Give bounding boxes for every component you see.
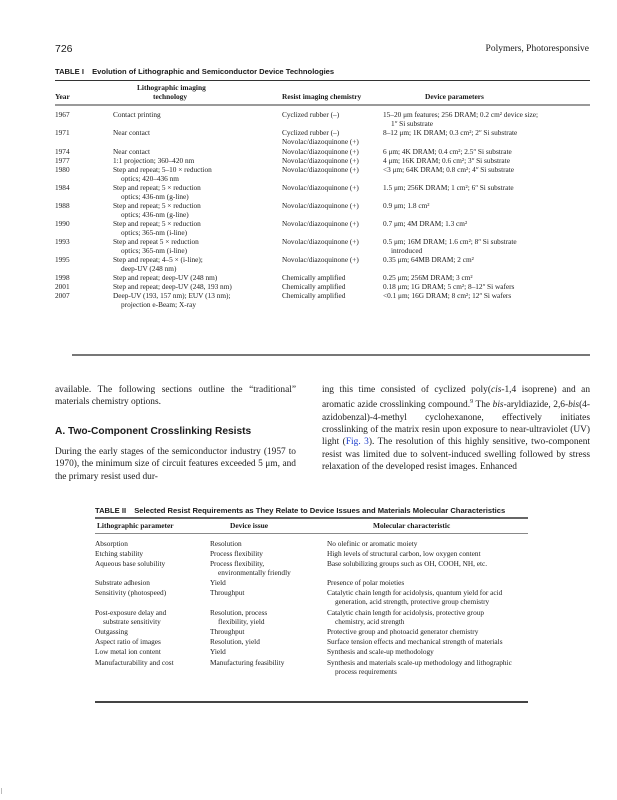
- cell-chemistry: Cyclized rubber (–): [282, 128, 340, 137]
- cell-text-continued: introduced: [391, 246, 423, 255]
- cell-molecular-characteristic: [327, 539, 532, 548]
- table2-header-issue: Device issue: [230, 521, 268, 530]
- cell-text: Step and repeat; 4–5 × (i-line);: [113, 255, 203, 264]
- text-run: (4-azidobenzal)-4-methyl cyclohexanone, effectively initiates crosslinking of the matrix resin upon exposure to near-ultraviolet (UV) light (: [322, 400, 590, 448]
- table2-label: TABLE II: [95, 506, 127, 515]
- cell-year: 1998: [55, 273, 70, 282]
- table2-bottom-rule: [95, 701, 528, 703]
- cell-text: Absorption: [95, 539, 128, 548]
- cell-text: 0.7 μm; 4M DRAM; 1.3 cm²: [383, 219, 468, 228]
- cell-text: Near contact: [113, 128, 151, 137]
- text-italic: bis: [492, 400, 504, 411]
- cell-chemistry: Chemically amplified: [282, 273, 346, 282]
- cell-text: Synthesis and materials scale-up methodology and lithographic: [327, 658, 512, 667]
- cell-chemistry: Novolac/diazoquinone (+): [282, 147, 359, 156]
- cell-text: Manufacturing feasibility: [210, 658, 285, 667]
- cell-text: Step and repeat; 5–10 × reduction: [113, 165, 212, 174]
- cell-text: 15–20 μm features; 256 DRAM; 0.2 cm² device size;: [383, 110, 539, 119]
- table1-top-rule: [55, 80, 590, 81]
- running-head: [55, 43, 589, 57]
- cell-text-continued: optics; 365-nm (i-line): [121, 228, 188, 237]
- cell-molecular-characteristic: [327, 588, 532, 606]
- cell-text: <3 μm; 64K DRAM; 0.8 cm²; 4ʺ Si substrate: [383, 165, 515, 174]
- cell-lithographic-parameter: [95, 549, 210, 558]
- cell-text: Process flexibility,: [210, 559, 265, 568]
- cell-text: Near contact: [113, 147, 151, 156]
- cell-text: 4 μm; 16K DRAM; 0.6 cm²; 3ʺ Si substrate: [383, 156, 510, 165]
- cell-text: Sensitivity (photospeed): [95, 588, 167, 597]
- cell-year: 2001: [55, 282, 70, 291]
- cell-text: Outgassing: [95, 627, 128, 636]
- cell-text: Synthesis and scale-up methodology: [327, 647, 434, 656]
- table2-header-mol: Molecular characteristic: [373, 521, 451, 530]
- cell-molecular-characteristic: [327, 647, 532, 656]
- text-run: ing this time consisted of cyclized poly(: [322, 385, 491, 395]
- cell-device-issue: [210, 647, 325, 656]
- cell-text: 1:1 projection; 360–420 nm: [113, 156, 195, 165]
- running-title: Polymers, Photoresponsive: [485, 44, 589, 54]
- cell-text: Presence of polar moieties: [327, 578, 405, 587]
- cell-text: Step and repeat 5 × reduction: [113, 237, 199, 246]
- cell-chemistry: Novolac/diazoquinone (+): [282, 201, 359, 210]
- cell-text: Base solubilizing groups such as OH, COOH, NH, etc.: [327, 559, 488, 568]
- table1-header-chem: Resist imaging chemistry: [282, 92, 362, 101]
- cell-molecular-characteristic: [327, 627, 532, 636]
- text-italic: bis: [568, 400, 580, 411]
- cell-text-continued: generation, acid strength, protective group chemistry: [335, 597, 490, 606]
- cell-text: Throughput: [210, 588, 245, 597]
- cell-device-parameters: [383, 291, 593, 300]
- cell-lithographic-parameter: [95, 608, 210, 626]
- cell-device-issue: [210, 559, 325, 577]
- cell-text: Catalytic chain length for acidolysis, quantum yield for acid: [327, 588, 503, 597]
- figure-link[interactable]: Fig. 3: [345, 437, 369, 448]
- cell-text: 0.18 μm; 1G DRAM; 5 cm²; 8–12ʺ Si wafers: [383, 282, 515, 291]
- text-run: -1,4 isoprene) and an aromatic azide crosslinking compound.: [322, 385, 591, 411]
- cell-year: 1971: [55, 128, 70, 137]
- cell-text: Aqueous base solubility: [95, 559, 166, 568]
- body-right-para: [322, 384, 590, 473]
- cell-molecular-characteristic: [327, 559, 532, 568]
- table2-header-rule: [95, 533, 528, 534]
- table1-header-dev: Device parameters: [425, 92, 484, 101]
- cell-text: Step and repeat; deep-UV (248, 193 nm): [113, 282, 232, 291]
- cell-text: Deep-UV (193, 157 nm); EUV (13 nm);: [113, 291, 231, 300]
- cell-device-issue: [210, 608, 325, 626]
- cell-text-continued: flexibility, yield: [218, 617, 265, 626]
- cell-device-issue: [210, 637, 325, 646]
- cell-device-parameters: [383, 273, 593, 282]
- section-heading: A. Two-Component Crosslinking Resists: [55, 426, 252, 437]
- table1-bottom-rule: [72, 354, 590, 356]
- body-left-para1: available. The following sections outline the “traditional” materials chemistry options.: [55, 385, 296, 408]
- table1-label: TABLE I: [55, 67, 84, 76]
- reference-marker[interactable]: 9: [470, 399, 474, 406]
- cell-device-issue: [210, 627, 325, 636]
- cell-text: Step and repeat; deep-UV (248 nm): [113, 273, 218, 282]
- cell-text: Resolution: [210, 539, 242, 548]
- cell-year: 1984: [55, 183, 70, 192]
- cell-text: 0.35 μm; 64MB DRAM; 2 cm²: [383, 255, 474, 264]
- cell-text: Resolution, process: [210, 608, 268, 617]
- cell-lithographic-parameter: [95, 637, 210, 646]
- cell-text-continued: optics; 436-nm (g-line): [121, 192, 189, 201]
- cell-year: 1993: [55, 237, 70, 246]
- cell-device-issue: [210, 578, 325, 587]
- cell-device-parameters: [383, 183, 593, 192]
- cell-device-parameters: [383, 282, 593, 291]
- cell-text: Resolution, yield: [210, 637, 260, 646]
- cell-year: 1974: [55, 147, 70, 156]
- cell-chemistry: Novolac/diazoquinone (+): [282, 156, 359, 165]
- cell-device-parameters: [383, 156, 593, 165]
- cell-text-continued: optics; 436-nm (g-line): [121, 210, 189, 219]
- cell-text-continued: process requirements: [335, 667, 397, 676]
- cell-chemistry: Chemically amplified: [282, 291, 346, 300]
- cell-molecular-characteristic: [327, 658, 532, 676]
- cell-text: High levels of structural carbon, low oxygen content: [327, 549, 481, 558]
- cell-text: Throughput: [210, 627, 245, 636]
- cell-device-parameters: [383, 147, 593, 156]
- cell-text: No olefinic or aromatic moiety: [327, 539, 418, 548]
- cell-chemistry: Novolac/diazoquinone (+): [282, 237, 359, 246]
- table2-caption: [95, 506, 505, 515]
- cell-text: 0.9 μm; 1.8 cm²: [383, 201, 430, 210]
- cell-device-parameters: [383, 237, 593, 255]
- table2-header-param: Lithographic parameter: [97, 521, 174, 530]
- cell-text: Step and repeat; 5 × reduction: [113, 183, 201, 192]
- table1-header-year: Year: [55, 92, 70, 101]
- body-left-para2: During the early stages of the semiconductor industry (1957 to 1970), the minimum size of circuit features exceeded 5 μm, and the primary resist used dur-: [55, 447, 296, 482]
- cell-molecular-characteristic: [327, 578, 532, 587]
- cell-year: 1988: [55, 201, 70, 210]
- cell-text: Aspect ratio of images: [95, 637, 161, 646]
- cell-lithographic-parameter: [95, 658, 210, 667]
- cell-text: Step and repeat; 5 × reduction: [113, 219, 201, 228]
- cell-molecular-characteristic: [327, 637, 532, 646]
- cell-device-parameters: [383, 219, 593, 228]
- cell-chemistry: Novolac/diazoquinone (+): [282, 255, 359, 264]
- cell-text: Catalytic chain length for acidolysis, protective group: [327, 608, 485, 617]
- cell-text: Contact printing: [113, 110, 161, 119]
- cell-text: Post-exposure delay and: [95, 608, 167, 617]
- table2-top-rule: [95, 517, 528, 519]
- cell-lithographic-parameter: [95, 588, 210, 597]
- cell-text: Surface tension effects and mechanical strength of materials: [327, 637, 503, 646]
- cell-device-parameters: [383, 110, 593, 128]
- cell-year: 1977: [55, 156, 70, 165]
- cell-lithographic-parameter: [95, 539, 210, 548]
- cell-text: 1.5 μm; 256K DRAM; 1 cm²; 6ʺ Si substrate: [383, 183, 514, 192]
- cell-device-parameters: [383, 128, 593, 137]
- cell-text: 0.5 μm; 16M DRAM; 1.6 cm²; 8ʺ Si substrate: [383, 237, 517, 246]
- cell-chemistry: Chemically amplified: [282, 282, 346, 291]
- table2-title: Selected Resist Requirements as They Relate to Device Issues and Materials Molecular Characteristics: [134, 506, 506, 515]
- table1-header-rule: [55, 104, 590, 106]
- cell-text: Substrate adhesion: [95, 578, 150, 587]
- cell-molecular-characteristic: [327, 549, 532, 558]
- cell-text: Yield: [210, 578, 226, 587]
- cell-text-continued: chemistry, acid strength: [335, 617, 405, 626]
- cell-text: Manufacturability and cost: [95, 658, 174, 667]
- text-run: The: [473, 400, 493, 411]
- cell-lithographic-parameter: [95, 578, 210, 587]
- cell-text-continued: projection e-Beam; X-ray: [121, 300, 196, 309]
- cell-text: 8–12 μm; 1K DRAM; 0.3 cm²; 2ʺ Si substrate: [383, 128, 518, 137]
- cell-text-continued: deep-UV (248 nm): [121, 264, 177, 273]
- cell-lithographic-parameter: [95, 647, 210, 656]
- cell-chemistry: Novolac/diazoquinone (+): [282, 219, 359, 228]
- cell-text: Step and repeat; 5 × reduction: [113, 201, 201, 210]
- cell-text: Low metal ion content: [95, 647, 161, 656]
- cell-molecular-characteristic: [327, 608, 532, 626]
- cell-text: Etching stability: [95, 549, 144, 558]
- cell-device-issue: [210, 658, 325, 667]
- cell-device-parameters: [383, 165, 593, 174]
- cell-chemistry: Novolac/diazoquinone (+): [282, 137, 359, 146]
- cell-text: <0.1 μm; 16G DRAM; 8 cm²; 12ʺ Si wafers: [383, 291, 512, 300]
- text-run: ). The resolution of this highly sensitive, two-component resist was limited due to solvent-induced swelling followed by stress relaxation of the developed resist images. Enhanced: [322, 437, 590, 472]
- cell-year: 1990: [55, 219, 70, 228]
- cell-year: 1967: [55, 110, 70, 119]
- table1-title: Evolution of Lithographic and Semiconductor Device Technologies: [92, 67, 335, 76]
- cell-year: 1995: [55, 255, 70, 264]
- text-italic: cis: [490, 385, 502, 395]
- cell-text: 6 μm; 4K DRAM; 0.4 cm²; 2.5ʺ Si substrate: [383, 147, 512, 156]
- cell-device-issue: [210, 549, 325, 558]
- cell-year: 2007: [55, 291, 70, 300]
- cell-year: 1980: [55, 165, 70, 174]
- cell-chemistry: Novolac/diazoquinone (+): [282, 165, 359, 174]
- cell-device-issue: [210, 588, 325, 597]
- cell-text-continued: optics; 365-nm (i-line): [121, 246, 188, 255]
- cell-text-continued: 1ʺ Si substrate: [391, 119, 433, 128]
- cell-text-continued: optics; 420–436 nm: [121, 174, 179, 183]
- cell-text-continued: substrate sensitivity: [103, 617, 161, 626]
- text-run: -aryldiazide, 2,6-: [503, 400, 569, 411]
- cell-text-continued: environmentally friendly: [218, 568, 291, 577]
- table1-header-tech-line1: Lithographic imaging: [137, 83, 206, 92]
- table1-header-tech-line2: technology: [153, 92, 188, 101]
- cell-text: Yield: [210, 647, 226, 656]
- cell-lithographic-parameter: [95, 627, 210, 636]
- cell-text: Process flexibility: [210, 549, 263, 558]
- cell-device-issue: [210, 539, 325, 548]
- page-number: 726: [55, 43, 73, 55]
- cell-text: Protective group and photoacid generator chemistry: [327, 627, 479, 636]
- cell-chemistry: Novolac/diazoquinone (+): [282, 183, 359, 192]
- table1-caption: [55, 67, 334, 76]
- cell-device-parameters: [383, 255, 593, 264]
- page-corner-mark: [1, 788, 2, 794]
- cell-lithographic-parameter: [95, 559, 210, 568]
- cell-chemistry: Cyclized rubber (–): [282, 110, 340, 119]
- cell-text: 0.25 μm; 256M DRAM; 3 cm²: [383, 273, 473, 282]
- cell-device-parameters: [383, 201, 593, 210]
